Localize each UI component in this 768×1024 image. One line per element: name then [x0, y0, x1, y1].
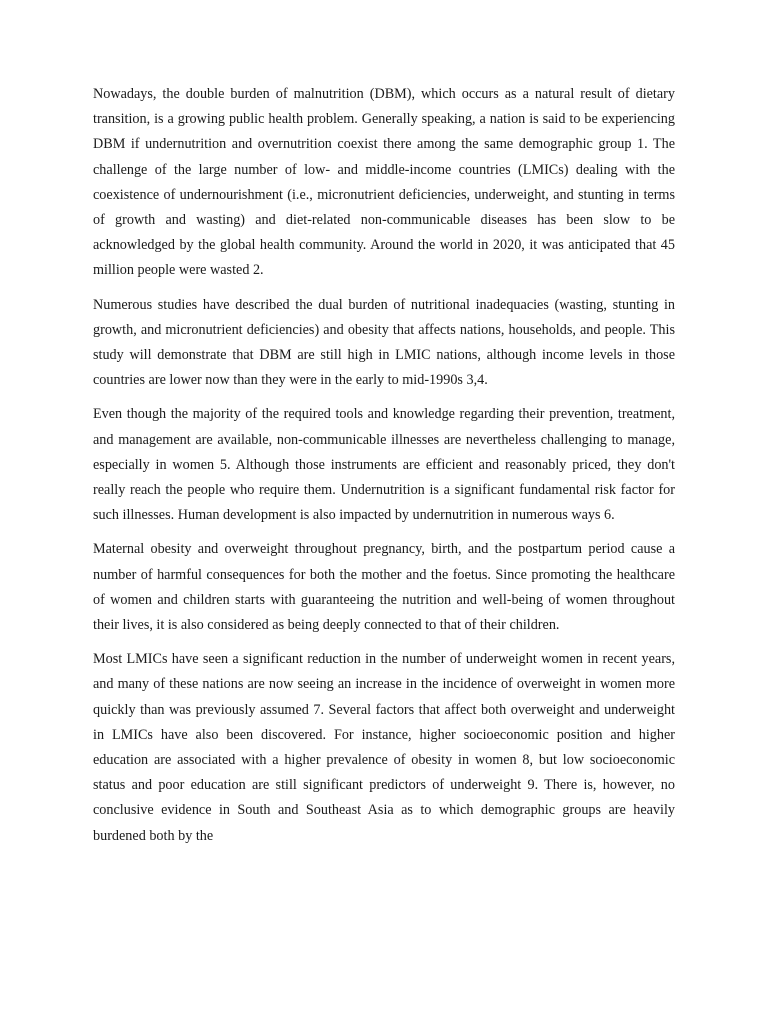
paragraph-3: Even though the majority of the required tools and knowledge regarding their prevention, treatment, and management are available, non-communicable illnesses are nevertheless challenging to manage, especially in women 5. Although those instruments are efficient and reasonably priced, they don't really reach the people who require them. Undernutrition is a significant fundamental risk factor for such illnesses. Human development is also impacted by undernutrition in numerous ways 6. [93, 406, 675, 524]
document-body [93, 82, 675, 858]
paragraph-2: Numerous studies have described the dual burden of nutritional inadequacies (wasting, stunting in growth, and micronutrient deficiencies) and obesity that affects nations, households, and people. This study will demonstrate that DBM are still high in LMIC nations, although income levels in those countries are lower now than they were in the early to mid-1990s 3,4. [93, 296, 675, 389]
paragraph-5: Most LMICs have seen a significant reduction in the number of underweight women in recent years, and many of these nations are now seeing an increase in the incidence of overweight in women more quickly than was previously assumed 7. Several factors that affect both overweight and underweight in LMICs have also been discovered. For instance, higher socioeconomic position and higher education are associated with a higher prevalence of obesity in women 8, but low socioeconomic status and poor education are still significant predictors of underweight 9. There is, however, no conclusive evidence in South and Southeast Asia as to which demographic groups are heavily burdened both by the [93, 651, 675, 844]
paragraph-4: Maternal obesity and overweight throughout pregnancy, birth, and the postpartum period cause a number of harmful consequences for both the mother and the foetus. Since promoting the healthcare of women and children starts with guaranteeing the nutrition and well-being of women throughout their lives, it is also considered as being deeply connected to that of their children. [93, 541, 675, 634]
paragraph-1: Nowadays, the double burden of malnutrition (DBM), which occurs as a natural result of dietary transition, is a growing public health problem. Generally speaking, a nation is said to be experiencing DBM if undernutrition and overnutrition coexist there among the same demographic group 1. The challenge of the large number of low- and middle-income countries (LMICs) dealing with the coexistence of undernourishment (i.e., micronutrient deficiencies, underweight, and stunting in terms of growth and wasting) and diet-related non-communicable diseases has been slow to be acknowledged by the global health community. Around the world in 2020, it was anticipated that 45 million people were wasted 2. [93, 86, 675, 279]
